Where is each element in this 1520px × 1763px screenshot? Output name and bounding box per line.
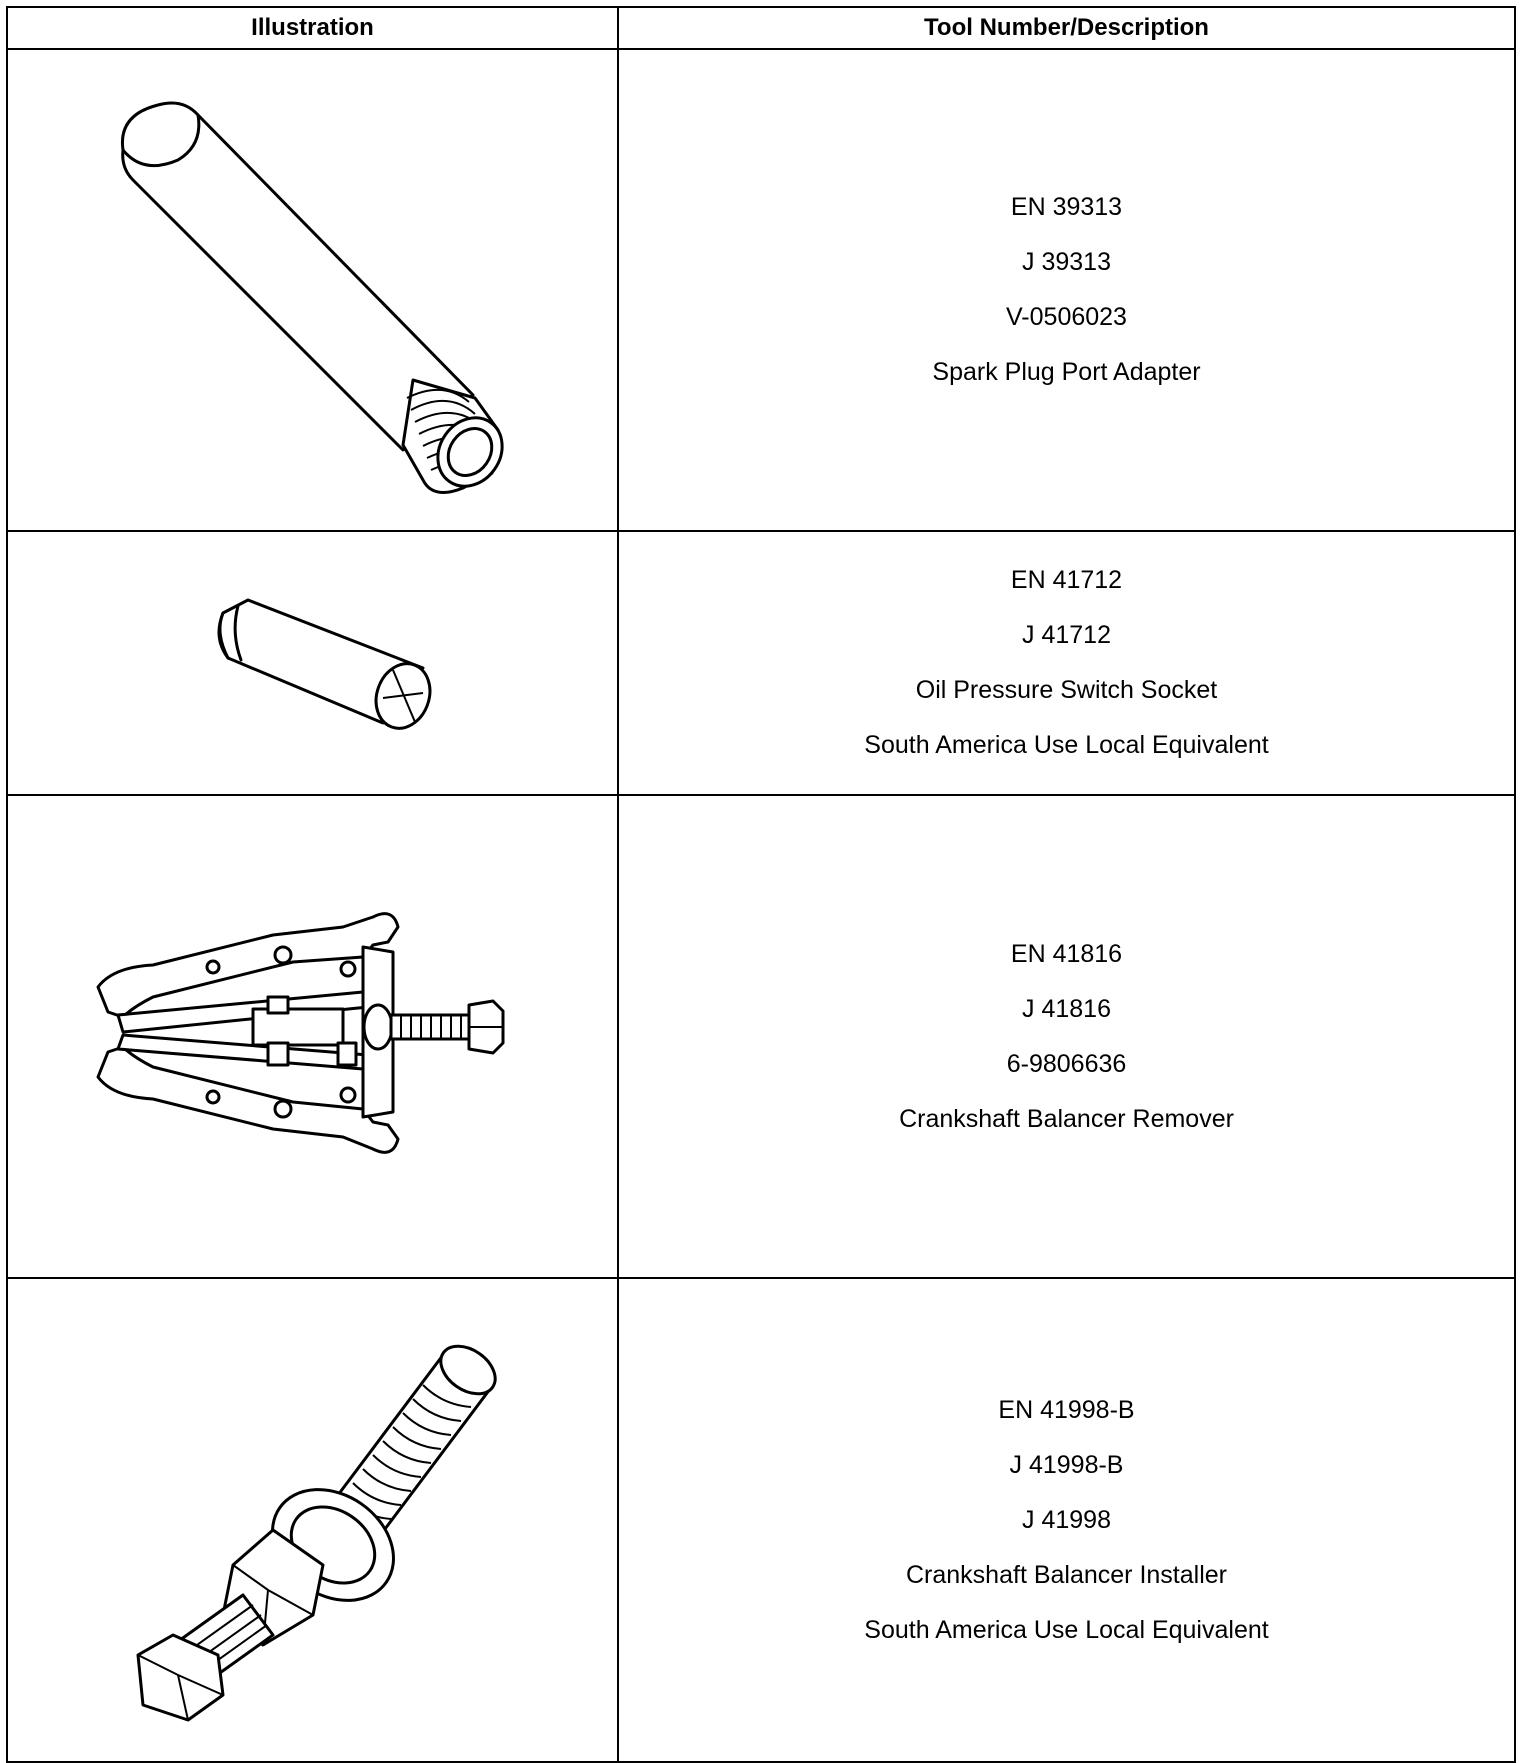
tool-description: Spark Plug Port Adapter: [932, 358, 1201, 386]
tool-number-j: J 41998-B: [1009, 1450, 1124, 1479]
tool-description: Crankshaft Balancer Remover: [899, 1104, 1234, 1133]
table-row: [7, 531, 1515, 795]
spark-plug-port-adapter-illustration: [103, 80, 523, 500]
crankshaft-balancer-remover-illustration: [93, 897, 533, 1177]
tool-description-cell: [618, 531, 1515, 795]
tool-number-en: EN 41816: [1010, 939, 1123, 968]
crankshaft-balancer-installer-illustration: [123, 1315, 503, 1725]
tool-availability-note: South America Use Local Equivalent: [864, 731, 1269, 759]
tool-number-j-alt: J 41998: [1022, 1505, 1111, 1534]
special-tools-table: [6, 6, 1516, 1763]
table-row: [7, 1278, 1515, 1762]
oil-pressure-switch-socket-illustration: [193, 588, 433, 738]
illustration-cell: [7, 795, 618, 1278]
tool-description-cell: [618, 795, 1515, 1278]
table-row: [7, 795, 1515, 1278]
table-header-row: [7, 7, 1515, 49]
tool-number-en: EN 41998-B: [998, 1395, 1135, 1424]
table-row: [7, 49, 1515, 531]
tool-description: Crankshaft Balancer Installer: [906, 1560, 1227, 1589]
illustration-cell: [7, 1278, 618, 1762]
tool-number-v: V-0506023: [1006, 303, 1127, 331]
tool-description-cell: [618, 49, 1515, 531]
tool-number-alt: 6-9806636: [1006, 1049, 1127, 1078]
tool-number-j: J 41712: [1022, 621, 1111, 649]
tool-availability-note: South America Use Local Equivalent: [864, 1615, 1269, 1644]
tool-description: Oil Pressure Switch Socket: [915, 676, 1218, 704]
illustration-cell: [7, 531, 618, 795]
tool-description-cell: [618, 1278, 1515, 1762]
tool-number-en: EN 39313: [1010, 193, 1123, 221]
tool-description-column-header: Tool Number/Description: [618, 7, 1515, 49]
illustration-cell: [7, 49, 618, 531]
tool-number-j: J 39313: [1022, 248, 1111, 276]
illustration-column-header: Illustration: [7, 7, 618, 49]
tool-number-j: J 41816: [1022, 994, 1111, 1023]
tool-number-en: EN 41712: [1010, 566, 1123, 594]
